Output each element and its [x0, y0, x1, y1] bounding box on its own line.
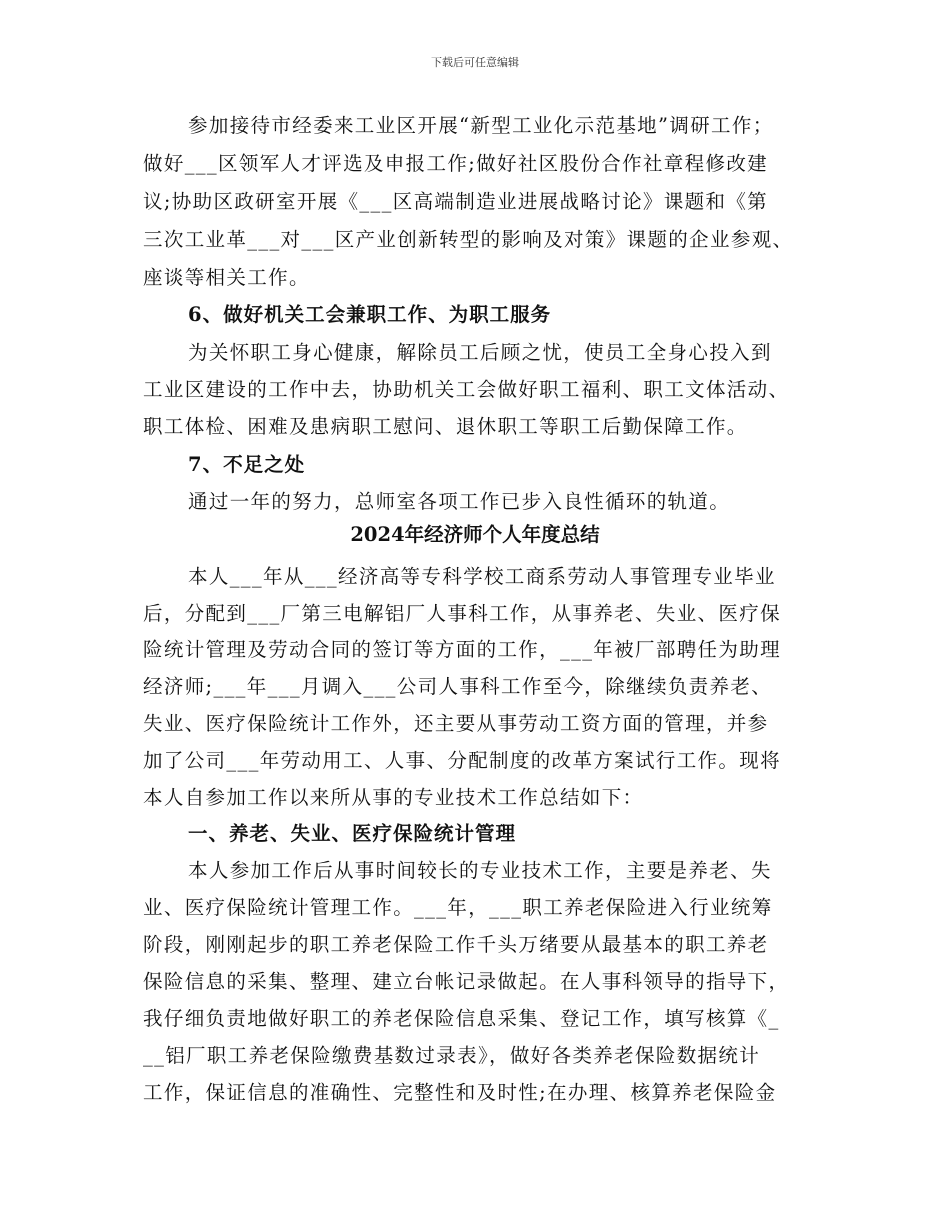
paragraph-line: 阶段，刚刚起步的职工养老保险工作千头万绪要从最基本的职工养老	[143, 933, 769, 956]
paragraph-line: 保险信息的采集、整理、建立台帐记录做起。在人事科领导的指导下，	[143, 970, 790, 993]
section-heading: 6、做好机关工会兼职工作、为职工服务	[188, 303, 552, 326]
page-header: 下载后可任意编辑	[431, 56, 519, 69]
paragraph-line: 业、医疗保险统计管理工作。___年，___职工养老保险进入行业统筹	[143, 896, 773, 919]
section-heading: 7、不足之处	[188, 453, 306, 476]
paragraph-line: 失业、医疗保险统计工作外，还主要从事劳动工资方面的管理，并参	[143, 712, 769, 735]
paragraph-line: 议;协助区政研室开展《___区高端制造业进展战略讨论》课题和《第	[143, 190, 769, 213]
paragraph-line: 职工体检、困难及患病职工慰问、退休职工等职工后勤保障工作。	[143, 415, 748, 438]
paragraph-line: 工作，保证信息的准确性、完整性和及时性;在办理、核算养老保险金	[143, 1081, 777, 1104]
paragraph-line: 三次工业革___对___区产业创新转型的影响及对策》课题的企业参观、	[143, 228, 794, 251]
section-heading: 一、养老、失业、医疗保险统计管理	[188, 822, 517, 845]
paragraph-line: 本人参加工作后从事时间较长的专业技术工作，主要是养老、失	[188, 859, 772, 882]
document-title: 2024年经济师个人年度总结	[350, 523, 600, 546]
paragraph-line: 本人___年从___经济高等专科学校工商系劳动人事管理专业毕业	[188, 565, 776, 588]
paragraph-line: 我仔细负责地做好职工的养老保险信息采集、登记工作，填写核算《_	[143, 1007, 780, 1030]
paragraph-line: 做好___区领军人才评选及申报工作;做好社区股份合作社章程修改建	[143, 152, 769, 175]
paragraph-line: 为关怀职工身心健康，解除员工后顾之忧，使员工全身心投入到	[188, 341, 772, 364]
paragraph-line: 座谈等相关工作。	[143, 266, 310, 289]
paragraph-line: 险统计管理及劳动合同的签订等方面的工作，___年被厂部聘任为助理	[143, 638, 781, 661]
paragraph-line: 通过一年的努力，总师室各项工作已步入良性循环的轨道。	[188, 490, 731, 513]
paragraph-line: 本人自参加工作以来所从事的专业技术工作总结如下：	[143, 786, 644, 809]
paragraph-line: 加了公司___年劳动用工、人事、分配制度的改革方案试行工作。现将	[143, 749, 781, 772]
paragraph-line: 参加接待市经委来工业区开展“新型工业化示范基地”调研工作；	[188, 114, 774, 137]
paragraph-line: __铝厂职工养老保险缴费基数过录表》，做好各类养老保险数据统计	[143, 1044, 761, 1067]
paragraph-line: 后，分配到___厂第三电解铝厂人事科工作，从事养老、失业、医疗保	[143, 602, 781, 625]
paragraph-line: 经济师;___年___月调入___公司人事科工作至今，除继续负责养老、	[143, 675, 773, 698]
paragraph-line: 工业区建设的工作中去，协助机关工会做好职工福利、职工文体活动、	[143, 378, 790, 401]
